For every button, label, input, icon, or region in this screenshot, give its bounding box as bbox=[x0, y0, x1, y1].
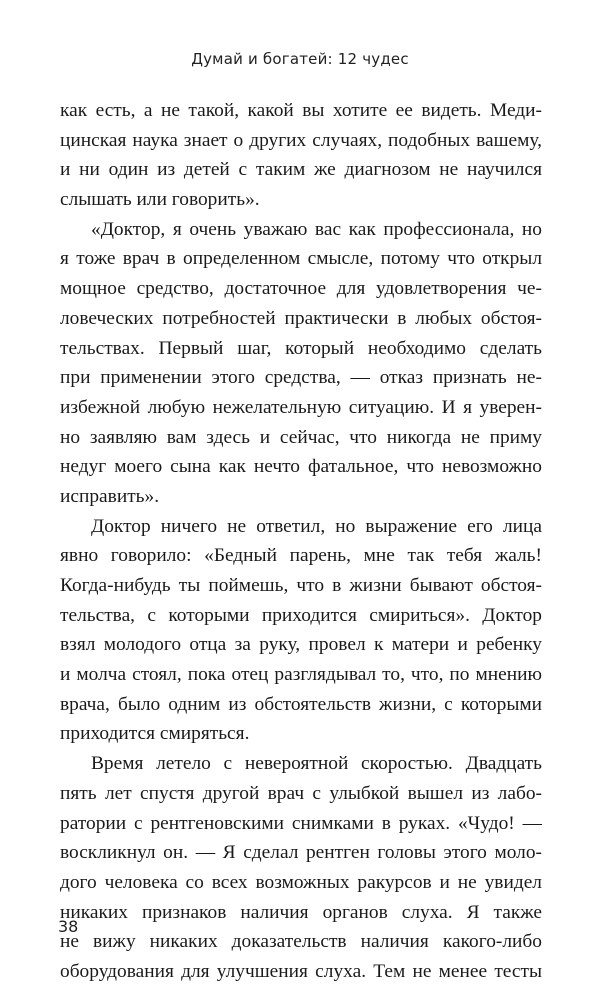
text-line: воскликнул он. — Я сделал рентген головы этого моло- bbox=[60, 842, 542, 864]
text-line: Доктор ничего не ответил, но выражение его лица bbox=[91, 515, 542, 537]
text-line: я тоже врач в определенном смысле, потому что открыл bbox=[60, 248, 542, 270]
text-line: как есть, а не такой, какой вы хотите ее видеть. Меди- bbox=[60, 100, 542, 121]
text-line: явно говорило: «Бедный парень, мне так тебя жаль! bbox=[60, 545, 542, 567]
text-line: мощное средство, достаточное для удовлетворения че- bbox=[60, 278, 542, 300]
text-line: тельствах. Первый шаг, который необходимо сделать bbox=[60, 337, 542, 359]
text-line: «Доктор, я очень уважаю вас как профессионала, но bbox=[91, 218, 542, 240]
text-line: приходится смиряться. bbox=[60, 723, 250, 745]
text-line: слышать или говорить». bbox=[60, 189, 260, 211]
text-line: ратории с рентгеновскими снимками в руках. «Чудо! — bbox=[60, 812, 542, 834]
body-text bbox=[60, 96, 542, 987]
text-line: пять лет спустя другой врач с улыбкой вышел из лабо- bbox=[60, 782, 542, 804]
text-line: и ни один из детей с таким же диагнозом не научился bbox=[60, 159, 542, 181]
text-line: избежной любую нежелательную ситуацию. И я уверен- bbox=[60, 396, 542, 418]
text-line: при применении этого средства, — отказ признать не- bbox=[60, 367, 542, 389]
text-line: врача, было одним из обстоятельств жизни, с которыми bbox=[60, 693, 542, 715]
text-line: и молча стоял, пока отец разглядывал то, что, по мнению bbox=[60, 664, 542, 686]
text-line: но заявляю вам здесь и сейчас, что никогда не приму bbox=[60, 426, 542, 448]
text-line: цинская наука знает о других случаях, подобных вашему, bbox=[60, 129, 542, 151]
text-line: исправить». bbox=[60, 485, 160, 507]
text-line: Когда-нибудь ты поймешь, что в жизни бывают обстоя- bbox=[60, 575, 542, 596]
text-line: никаких признаков наличия органов слуха. Я также bbox=[60, 901, 542, 923]
text-line: тельства, с которыми приходится смириться». Доктор bbox=[60, 604, 542, 626]
text-line: оборудования для улучшения слуха. Тем не менее тесты bbox=[60, 960, 542, 982]
text-line: Время летело с невероятной скоростью. Двадцать bbox=[91, 753, 542, 775]
text-line: ловеческих потребностей практически в любых обстоя- bbox=[60, 307, 542, 329]
text-line: дого человека со всех возможных ракурсов и не увидел bbox=[60, 871, 542, 893]
text-line: не вижу никаких доказательств наличия какого-либо bbox=[60, 931, 542, 953]
text-line: взял молодого отца за руку, провел к матери и ребенку bbox=[60, 634, 542, 656]
page-number: 38 bbox=[58, 917, 79, 936]
text-line: недуг моего сына как нечто фатальное, что невозможно bbox=[60, 456, 542, 478]
running-head: Думай и богатей: 12 чудес bbox=[191, 50, 409, 68]
